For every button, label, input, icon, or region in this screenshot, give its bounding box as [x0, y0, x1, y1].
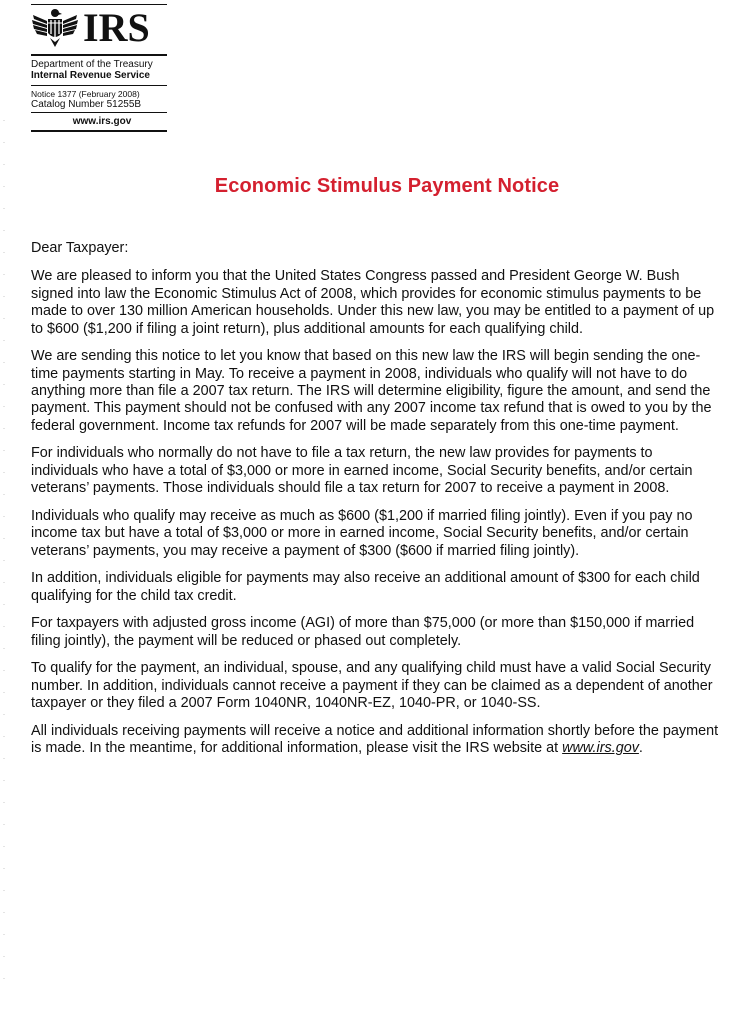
header-rule-lower — [31, 112, 167, 114]
irs-logo — [31, 5, 167, 51]
page-title: Economic Stimulus Payment Notice — [214, 175, 560, 197]
paragraph-intro: We are pleased to inform you that the United States Congress passed and President George W. Bush signed into law the Economic Stimulus Act of 2008, which provides for economic stimulus payments to be made to over 130 million American households. Under this new law, you may be entitled to a payment of up to $600 ($1,200 if filing a joint return), plus additional amounts for each qualifying child. — [31, 268, 715, 337]
header-website: www.irs.gov — [72, 116, 132, 127]
closing-period: . — [638, 740, 643, 757]
department-name: Department of the Treasury — [31, 58, 153, 70]
irs-website-link[interactable]: www.irs.gov — [562, 740, 639, 757]
paragraph-closing — [31, 723, 723, 758]
salutation: Dear Taxpayer: — [31, 240, 129, 256]
irs-header-block — [31, 4, 167, 132]
paragraph-non-filers: For individuals who normally do not have to file a tax return, the new law provides for payments to individuals who have a total of $3,000 or more in earned income, Social Security benefits, and/or certain veterans’ payments. Those individuals should file a tax return for 2007 to receive a payment in 2008. — [31, 445, 693, 497]
notice-number: Notice 1377 (February 2008) — [31, 88, 140, 99]
header-rule — [31, 54, 167, 56]
scan-edge-artifact — [3, 120, 5, 1000]
header-rule-thin — [31, 85, 167, 86]
irs-eagle-icon — [31, 7, 79, 49]
paragraph-qualification: To qualify for the payment, an individual, spouse, and any qualifying child must have a valid Social Security number. In addition, individuals cannot receive a payment if they can be claimed as a dependent of another taxpayer or they filed a 2007 Form 1040NR, 1040NR-EZ, 1040-PR, or 1040-SS. — [31, 660, 713, 712]
header-bottom-rule — [31, 130, 167, 132]
catalog-number: Catalog Number 51255B — [31, 98, 142, 110]
paragraph-payment-timing: We are sending this notice to let you know that based on this new law the IRS will begin sending the one-time payments starting in May. To receive a payment in 2008, individuals who qualify will not have to do anything more than file a 2007 tax return. The IRS will determine eligibility, figure the amount, and send the payment. This payment should not be confused with any 2007 income tax refund that is owed to you by the federal government. Income tax refunds for 2007 will be made separately from this one-time payment. — [31, 348, 712, 434]
letter-body — [31, 240, 723, 768]
paragraph-agi-limits: For taxpayers with adjusted gross income (AGI) of more than $75,000 (or more than $150,000 if married filing jointly), the payment will be reduced or phased out completely. — [31, 615, 695, 649]
paragraph-child-amount: In addition, individuals eligible for payments may also receive an additional amount of $300 for each child qualifying for the child tax credit. — [31, 570, 700, 604]
service-name: Internal Revenue Service — [31, 69, 150, 81]
closing-text: All individuals receiving payments will receive a notice and additional information shortly before the payment is made. In the meantime, for additional information, please visit the IRS website at — [31, 722, 719, 757]
irs-logo-text: IRS — [83, 5, 150, 50]
paragraph-amounts: Individuals who qualify may receive as much as $600 ($1,200 if married filing jointly). Even if you pay no income tax but have a total of $3,000 or more in earned income, Social Security benefits, and/or certain veterans’ payments, you may receive a payment of $300 ($600 if married filing jointly). — [31, 507, 693, 559]
